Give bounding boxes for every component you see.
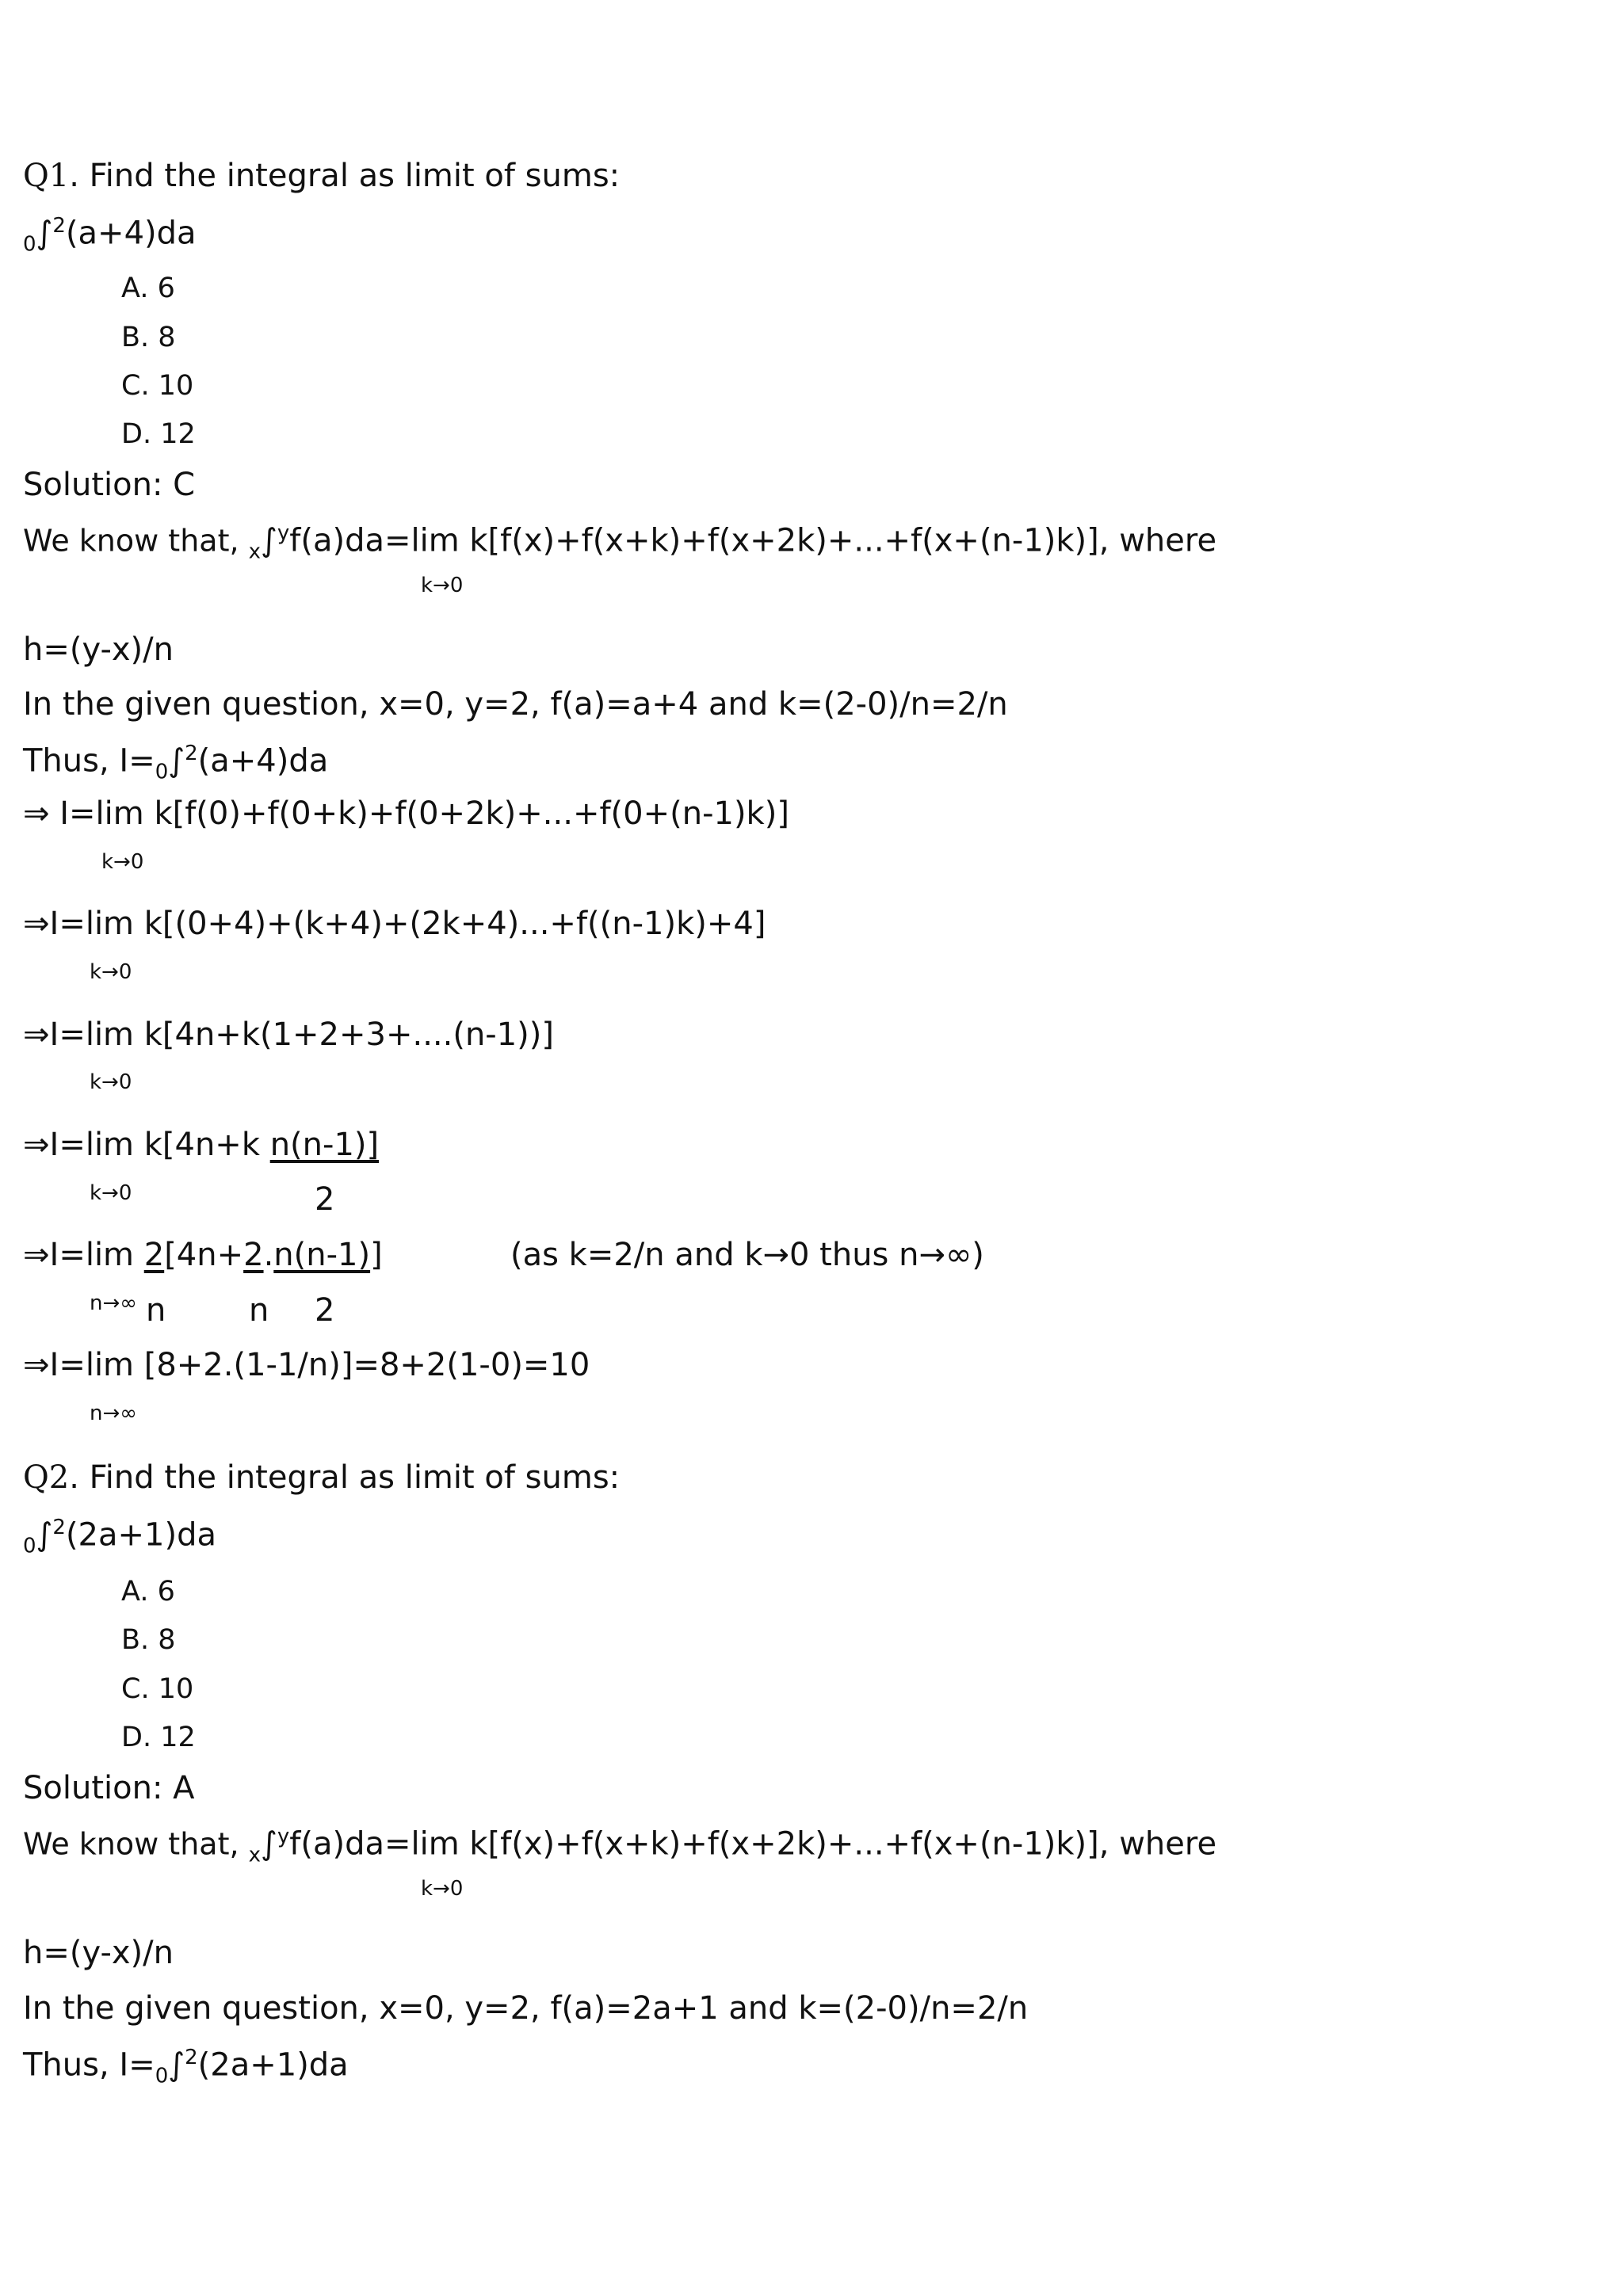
q2-h-def: h=(y-x)/n [23,1935,174,1971]
q2-thus-upper: 2 [185,2046,198,2069]
q2-option-d: D. 12 [121,1722,196,1753]
q2-know-prefix: We know that, [23,1826,249,1862]
q2-integral-upper: 2 [52,1516,66,1539]
q2-option-a: A. 6 [121,1576,175,1608]
q1-step6-sub: n→∞ [90,1402,137,1425]
q1-given: In the given question, x=0, y=2, f(a)=a+4 and k=(2-0)/n=2/n [23,686,1008,723]
q2-thus-prefix: Thus, I= [23,2046,155,2084]
q1-step5-dot: . [263,1237,274,1273]
q1-know-upper: y [277,521,290,545]
q1-step5-num1: 2 [143,1237,165,1273]
q1-step4-sub: k→0 [90,1181,132,1205]
q2-know-limsub: k→0 [421,1877,464,1901]
q1-step2: ⇒I=lim k[(0+4)+(k+4)+(2k+4)...+f((n-1)k)+4] [23,906,766,942]
q1-heading [23,160,620,192]
q1-integrand: (a+4)da [65,215,197,252]
q1-option-a: A. 6 [121,273,175,304]
integral-sign-icon: ∫ [168,742,185,780]
q1-know-limsub: k→0 [421,574,464,597]
q2-solution: Solution: A [23,1770,195,1806]
q1-option-c: C. 10 [121,370,194,402]
q2-title: . Find the integral as limit of sums: [69,1459,621,1496]
q2-know-line [23,1826,1216,1865]
q1-step1: ⇒ I=lim k[f(0)+f(0+k)+f(0+2k)+...+f(0+(n-1)k)] [23,795,789,832]
q2-integral-lower: 0 [23,1534,36,1558]
q1-step6: ⇒I=lim [8+2.(1-1/n)]=8+2(1-0)=10 [23,1347,590,1383]
q1-step5-post: ] [370,1237,383,1273]
q1-know-expr: f(a)da=lim k[f(x)+f(x+k)+f(x+2k)+...+f(x+(n-1)k)], where [289,522,1217,559]
q1-step3-sub: k→0 [90,1070,132,1094]
q1-step5-num2: 2 [243,1237,264,1273]
q1-option-b: B. 8 [121,322,176,353]
q1-step5-den1: n [146,1292,166,1329]
q1-thus-integrand: (a+4)da [197,742,329,780]
q2-integral [23,1517,216,1556]
q1-integral [23,214,197,257]
q2-thus-integrand: (2a+1)da [197,2046,349,2084]
q1-label: Q1 [23,158,70,194]
q1-thus-lower: 0 [155,760,169,784]
q1-step5-num3: n(n-1) [273,1237,371,1273]
q1-step3: ⇒I=lim k[4n+k(1+2+3+....(n-1))] [23,1016,554,1053]
q2-integrand: (2a+1)da [65,1516,216,1554]
q1-step5 [23,1239,383,1271]
q1-h-def: h=(y-x)/n [23,631,174,668]
q1-step5-den2: n [249,1292,269,1329]
q1-step5-sub: n→∞ [90,1291,137,1315]
q2-option-b: B. 8 [121,1624,176,1656]
q1-integral-lower: 0 [23,232,36,257]
q1-step2-sub: k→0 [90,960,132,984]
q2-heading [23,1459,621,1496]
integral-sign-icon: ∫ [168,2046,185,2084]
q2-option-c: C. 10 [121,1673,194,1705]
q2-given: In the given question, x=0, y=2, f(a)=2a+1 and k=(2-0)/n=2/n [23,1990,1029,2027]
q1-know-line [23,523,1216,562]
q2-label: Q2 [23,1459,70,1496]
q1-thus [23,743,328,782]
q1-step5-den3: 2 [315,1292,335,1329]
q1-step4 [23,1129,379,1161]
q1-know-prefix: We know that, [23,523,249,559]
integral-sign-icon: ∫ [261,1825,277,1863]
q1-step5-pre: ⇒I=lim [23,1237,144,1273]
q1-know-lower: x [248,540,262,564]
q1-step5-mid: [4n+ [164,1237,244,1273]
q2-know-lower: x [248,1843,262,1867]
integral-sign-icon: ∫ [36,1516,53,1554]
q1-step4-pre: ⇒I=lim k[4n+k [23,1127,270,1163]
q1-step5-note: (as k=2/n and k→0 thus n→∞) [510,1237,984,1273]
q2-know-expr: f(a)da=lim k[f(x)+f(x+k)+f(x+2k)+...+f(x+(n-1)k)], where [289,1825,1217,1863]
q1-step4-num: n(n-1)] [269,1127,380,1163]
integral-sign-icon: ∫ [261,522,277,559]
q2-know-upper: y [277,1825,290,1848]
q1-option-d: D. 12 [121,418,196,450]
q1-solution: Solution: C [23,467,196,503]
q1-title: . Find the integral as limit of sums: [69,158,621,194]
q1-thus-upper: 2 [185,742,198,765]
q1-thus-prefix: Thus, I= [23,742,155,780]
q1-step4-den: 2 [315,1181,335,1218]
q2-thus [23,2047,349,2086]
q1-step1-sub: k→0 [101,850,144,874]
integral-sign-icon: ∫ [36,215,53,252]
q2-thus-lower: 0 [155,2064,169,2088]
q1-integral-upper: 2 [52,214,66,238]
